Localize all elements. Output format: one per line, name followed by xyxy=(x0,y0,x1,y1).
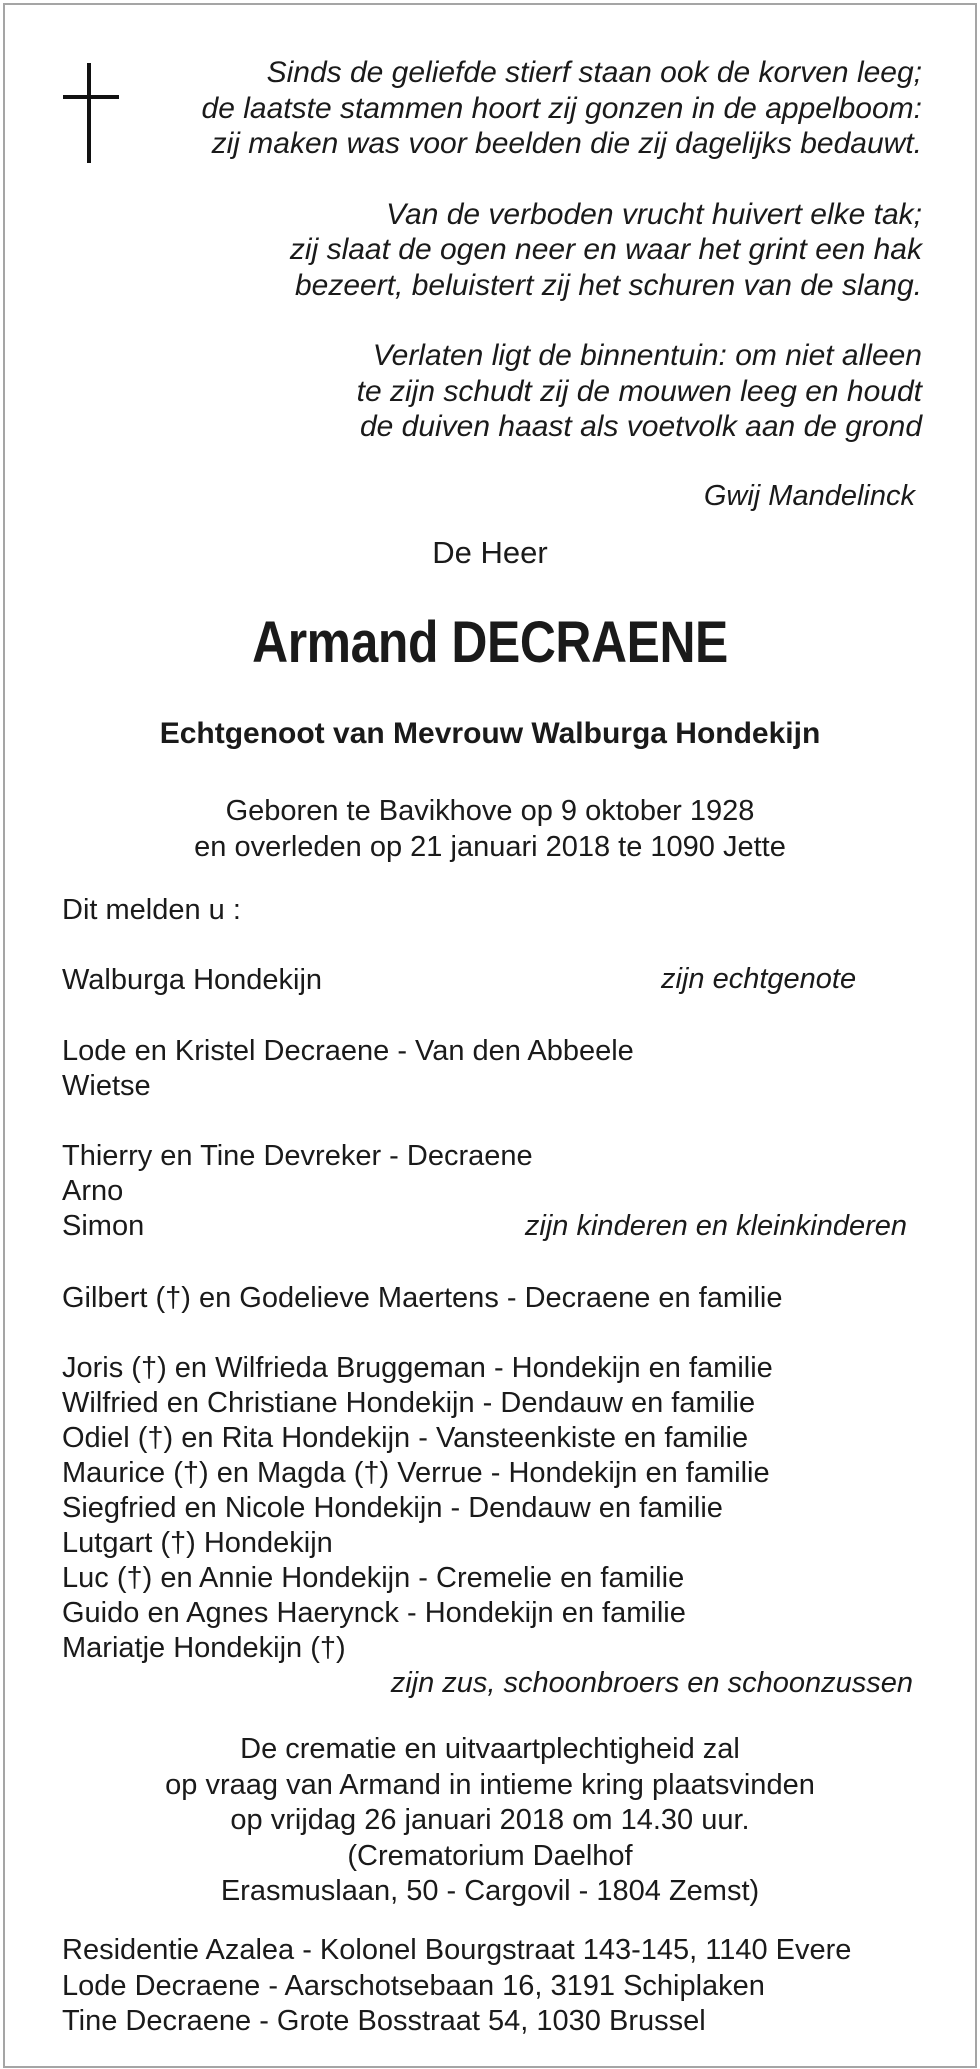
honorific: De Heer xyxy=(432,535,548,570)
poem-stanza xyxy=(202,338,922,445)
wife-role: zijn echtgenote xyxy=(661,963,857,995)
cremation-line: op vrijdag 26 januari 2018 om 14.30 uur. xyxy=(230,1804,750,1836)
family-line: Guido en Agnes Haerynck - Hondekijn en familie xyxy=(62,1597,686,1629)
cremation-line: (Crematorium Daelhof xyxy=(347,1839,633,1872)
obituary-card xyxy=(3,3,977,2068)
family-line: Mariatje Hondekijn (†) xyxy=(62,1632,346,1664)
poem xyxy=(202,55,922,480)
family-line: Arno xyxy=(62,1175,124,1207)
children-group xyxy=(62,1034,634,1104)
poem-line: Van de verboden vrucht huivert elke tak; xyxy=(386,197,922,231)
address-list xyxy=(62,1933,851,2040)
birth-line: Geboren te Bavikhove op 9 oktober 1928 xyxy=(225,795,755,827)
deceased-name: Armand DECRAENE xyxy=(252,610,728,675)
address-line: Tine Decraene - Grote Bosstraat 54, 1030 Brussel xyxy=(62,2005,706,2037)
family-line: Lutgart (†) Hondekijn xyxy=(62,1527,333,1559)
announcement: Dit melden u : xyxy=(62,894,241,926)
cremation-notice xyxy=(5,1732,975,1910)
poem-line: de duiven haast als voetvolk aan de grond xyxy=(359,410,922,443)
children-group xyxy=(62,1139,533,1244)
family-line: Joris (†) en Wilfrieda Bruggeman - Hondekijn en familie xyxy=(62,1352,773,1384)
cross-icon xyxy=(63,63,119,163)
wife-name: Walburga Hondekijn xyxy=(62,964,323,996)
brother-line: Gilbert (†) en Godelieve Maertens - Decraene en familie xyxy=(62,1282,783,1314)
poem-line: bezeert, beluistert zij het schuren van de slang. xyxy=(294,268,922,302)
death-line: en overleden op 21 januari 2018 te 1090 Jette xyxy=(194,831,786,863)
family-line: Odiel (†) en Rita Hondekijn - Vansteenkiste en familie xyxy=(62,1422,749,1454)
family-line: Siegfried en Nicole Hondekijn - Dendauw en familie xyxy=(62,1492,723,1524)
poem-line: zij maken was voor beelden die zij dagelijks bedauwt. xyxy=(211,127,922,160)
cremation-line: Erasmuslaan, 50 - Cargovil - 1804 Zemst) xyxy=(220,1875,760,1907)
poem-line: de laatste stammen hoort zij gonzen in de appelboom: xyxy=(201,91,922,125)
family-line: Simon xyxy=(62,1210,145,1242)
cremation-line: op vraag van Armand in intieme kring plaatsvinden xyxy=(165,1768,815,1801)
spouse-line: Echtgenoot van Mevrouw Walburga Hondekijn xyxy=(159,717,821,750)
poem-line: zij slaat de ogen neer en waar het grint een hak xyxy=(289,233,922,266)
family-line: Lode en Kristel Decraene - Van den Abbeele xyxy=(62,1035,634,1067)
family-line: Luc (†) en Annie Hondekijn - Cremelie en familie xyxy=(62,1562,685,1594)
poem-line: Verlaten ligt de binnentuin: om niet alleen xyxy=(372,339,922,372)
poem-stanza xyxy=(202,197,922,304)
poem-stanza xyxy=(202,55,922,162)
poem-line: Sinds de geliefde stierf staan ook de korven leeg; xyxy=(266,56,922,89)
siblings-list xyxy=(62,1351,773,1666)
children-role: zijn kinderen en kleinkinderen xyxy=(524,1210,907,1242)
cremation-line: De crematie en uitvaartplechtigheid zal xyxy=(240,1733,740,1765)
family-line: Wietse xyxy=(62,1070,151,1102)
family-line: Thierry en Tine Devreker - Decraene xyxy=(62,1140,533,1172)
life-dates xyxy=(5,793,975,865)
address-line: Lode Decraene - Aarschotsebaan 16, 3191 Schiplaken xyxy=(62,1969,765,2002)
family-line: Wilfried en Christiane Hondekijn - Dendauw en familie xyxy=(62,1387,756,1419)
siblings-role: zijn zus, schoonbroers en schoonzussen xyxy=(390,1667,913,1699)
family-line: Maurice (†) en Magda (†) Verrue - Hondekijn en familie xyxy=(62,1457,770,1489)
address-line: Residentie Azalea - Kolonel Bourgstraat 143-145, 1140 Evere xyxy=(62,1934,852,1966)
poem-line: te zijn schudt zij de mouwen leeg en houdt xyxy=(356,374,922,408)
poem-author: Gwij Mandelinck xyxy=(703,480,915,512)
